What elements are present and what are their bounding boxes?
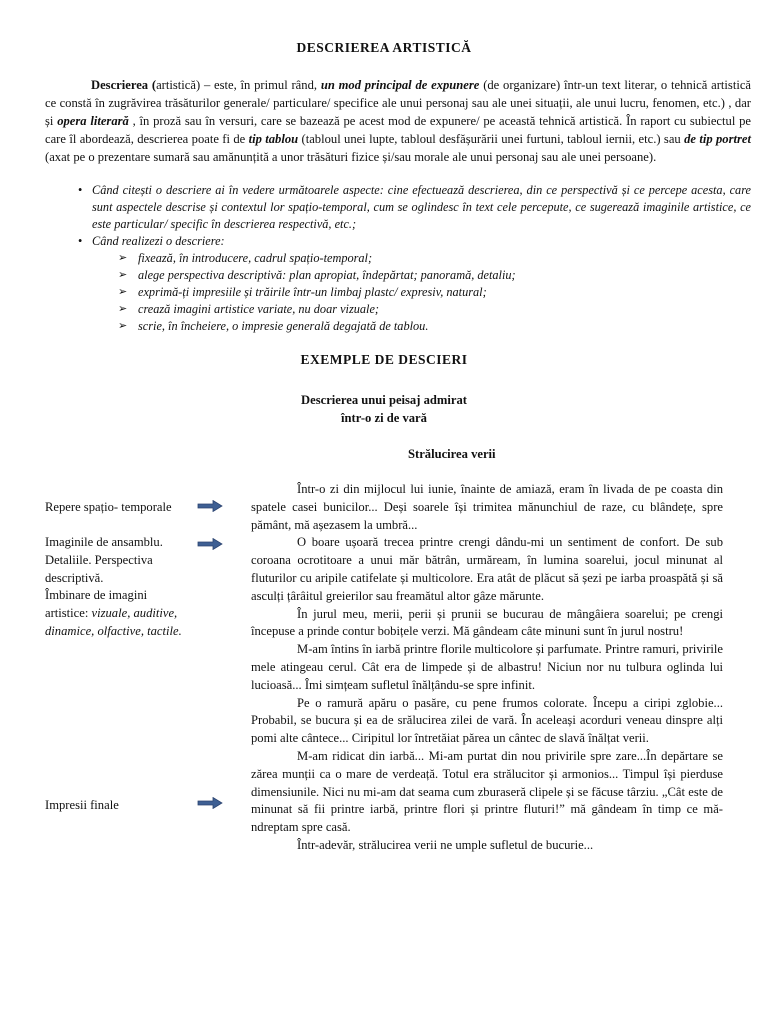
bullet-dot-icon: • (78, 234, 83, 248)
example-title-line2: într-o zi de vară (341, 411, 427, 425)
sub-item-text: fixează, în introducere, cadrul spațio-temporal; (138, 251, 373, 265)
margin-note-italic: vizuale, auditive, dinamice, olfactive, tactile. (45, 606, 182, 638)
essay-paragraph: Pe o ramură apăru o pasăre, cu pene frumos colorate. Începu a ciripi zglobie... Probabil, se bucura și ea de srălucirea zilei de vară. În aceleași acorduri veneau dinspre alți pomi alte cântece... Ciripitul lor întretăiat părea un cântec de slavă înălțat verii. (251, 695, 723, 746)
right-arrow-icon (197, 797, 223, 809)
intro-emph-1: un mod principal de expunere (320, 78, 480, 92)
essay-paragraph: Într-o zi din mijlocul lui iunie, înainte de amiază, eram în livada de pe coasta din spatele casei bunicilor... Deși soarele își trimitea mănunchiul de raze, cu blândețe, spre pământ, mă așezasem la umbră... (251, 482, 723, 532)
arrow-bullet-icon: ➢ (118, 303, 128, 315)
essay-paragraph: M-am ridicat din iarbă... Mi-am purtat din nou privirile spre zare...În depărtare se zărea munții ca o mare de verdeață. Totul era strălucitor și armonios... Timpul își pierduse dimensiunile. Nici nu mi-am dat seama cum zburaseră clipele și se făcuse târziu. „Cât este de minunat să fii printre iarbă, printre flori și printre fluturi!” mă gândeam în timp ce mă-ndreptam spre casă. (251, 748, 723, 835)
intro-seg3: , în proză sau în versuri, care se bazează pe acest mod de expunere/ pe această tehnică artistică. În raport cu subiectul pe care îl abordează, descrierea poate fi de (45, 114, 751, 146)
bullet-list (45, 182, 751, 335)
margin-note-line: Detaliile. Perspectiva (45, 552, 153, 567)
essay-paragraph: Într-adevăr, strălucirea verii ne umple sufletul de bucurie... (297, 837, 594, 852)
essay-paragraph: O boare ușoară trecea printre crengi dându-mi un sentiment de confort. De sub coroana ocrotitoare a unui măr bătrân, urmăream, în lumina soarelui, jocul minunat al fluturilor cu aripile catifelate și multicolore. Era atât de plăcut să șezi pe iarba proaspătă și să asculți țârâitul greierilor sau freamătul altor gâze mărunte. (251, 535, 723, 603)
arrow-bullet-icon: ➢ (118, 252, 128, 264)
intro-seg5: (axat pe o prezentare sumară sau amănunțită a unor trăsături fizice și/sau morale ale unui personaj sau ale unei persoane). (45, 150, 657, 164)
essay-title: Strălucirea verii (408, 447, 496, 461)
essay-paragraph: M-am întins în iarbă printre florile multicolore și parfumate. Printre ramuri, privirile mele atingeau cerul. Cât era de limpede și de albastru! Niciun nor nu tulbura oglinda lui lucioasă... Îmi simțeam sufletul înălțându-se spre infinit. (251, 642, 723, 692)
sub-item-text: exprimă-ți impresiile și trăirile într-un limbaj plastc/ expresiv, natural; (138, 285, 487, 299)
sub-item (45, 301, 751, 318)
arrow-bullet-icon: ➢ (118, 286, 128, 298)
right-arrow-icon (197, 538, 223, 550)
margin-note-line: Imaginile de ansamblu. (45, 535, 163, 549)
arrow-bullet-icon: ➢ (118, 320, 128, 332)
sub-item (45, 318, 751, 335)
sub-item-text: alege perspectiva descriptivă: plan apropiat, îndepărtat; panoramă, detaliu; (138, 268, 516, 282)
sub-item-text: crează imagini artistice variate, nu doar vizuale; (138, 302, 380, 316)
essay-paragraph: În jurul meu, merii, perii și prunii se bucurau de mângâiera soarelui; pe crengi începuse a prinde contur bobițele verzi. Mă gândeam câte minuni sunt în jurul nostru! (251, 606, 723, 639)
margin-note-images (45, 534, 205, 641)
intro-emph-4: de tip portret (684, 132, 751, 146)
margin-note-line: Îmbinare de imagini (45, 588, 148, 603)
sub-item (45, 250, 751, 267)
intro-emph-2: opera literară (57, 114, 129, 128)
arrow-bullet-icon: ➢ (118, 269, 128, 281)
bullet-text: Când realizezi o descriere: (92, 234, 225, 248)
bullet-dot-icon: • (78, 183, 83, 197)
bullet-item (45, 233, 751, 250)
intro-term: Descrierea ( (91, 78, 157, 92)
right-arrow-icon (197, 500, 223, 512)
section-title: EXEMPLE DE DESCIERI (300, 352, 468, 367)
page-title: DESCRIEREA ARTISTICĂ (296, 40, 472, 55)
intro-paragraph (45, 76, 751, 166)
intro-term-plain: artistică (156, 78, 196, 92)
intro-seg2: (de organizare) într-un text literar, o tehnică artistică ce constă în zugrăvirea trăsăturilor generale/ particulare/ specifice ale unui personaj sau ale unei situații, ale unui lucru, fenomen, etc.) , dar și (45, 78, 752, 128)
intro-seg1: ) – este, în primul rând, (195, 78, 321, 92)
intro-emph-3: tip tablou (248, 132, 299, 146)
margin-note-spatio-temporal: Repere spațio- temporale (45, 500, 172, 514)
example-title-line1: Descrierea unui peisaj admirat (301, 393, 467, 407)
essay-body (251, 481, 723, 855)
margin-note-final: Impresii finale (45, 798, 119, 812)
margin-note-prefix: artistice: (45, 606, 92, 621)
sub-item (45, 284, 751, 301)
bullet-text: Când citești o descriere ai în vedere următoarele aspecte: cine efectuează descrierea, din ce perspectivă și ce percepe acesta, care sunt aspectele descrise și contextul lor spațio-temporal, cum se oglindesc în text cele percepute, ce sugerează imaginile artistice, ce este particular/ specific în descrierea respectivă, etc.; (92, 183, 751, 231)
intro-seg4: (tabloul unei lupte, tabloul desfășurării unei furtuni, tabloul iernii, etc.) sau (298, 132, 685, 146)
margin-note-line: descriptivă. (45, 570, 104, 585)
sub-item-text: scrie, în încheiere, o impresie generală degajată de tablou. (138, 319, 429, 333)
bullet-item (45, 182, 751, 233)
sub-item (45, 267, 751, 284)
